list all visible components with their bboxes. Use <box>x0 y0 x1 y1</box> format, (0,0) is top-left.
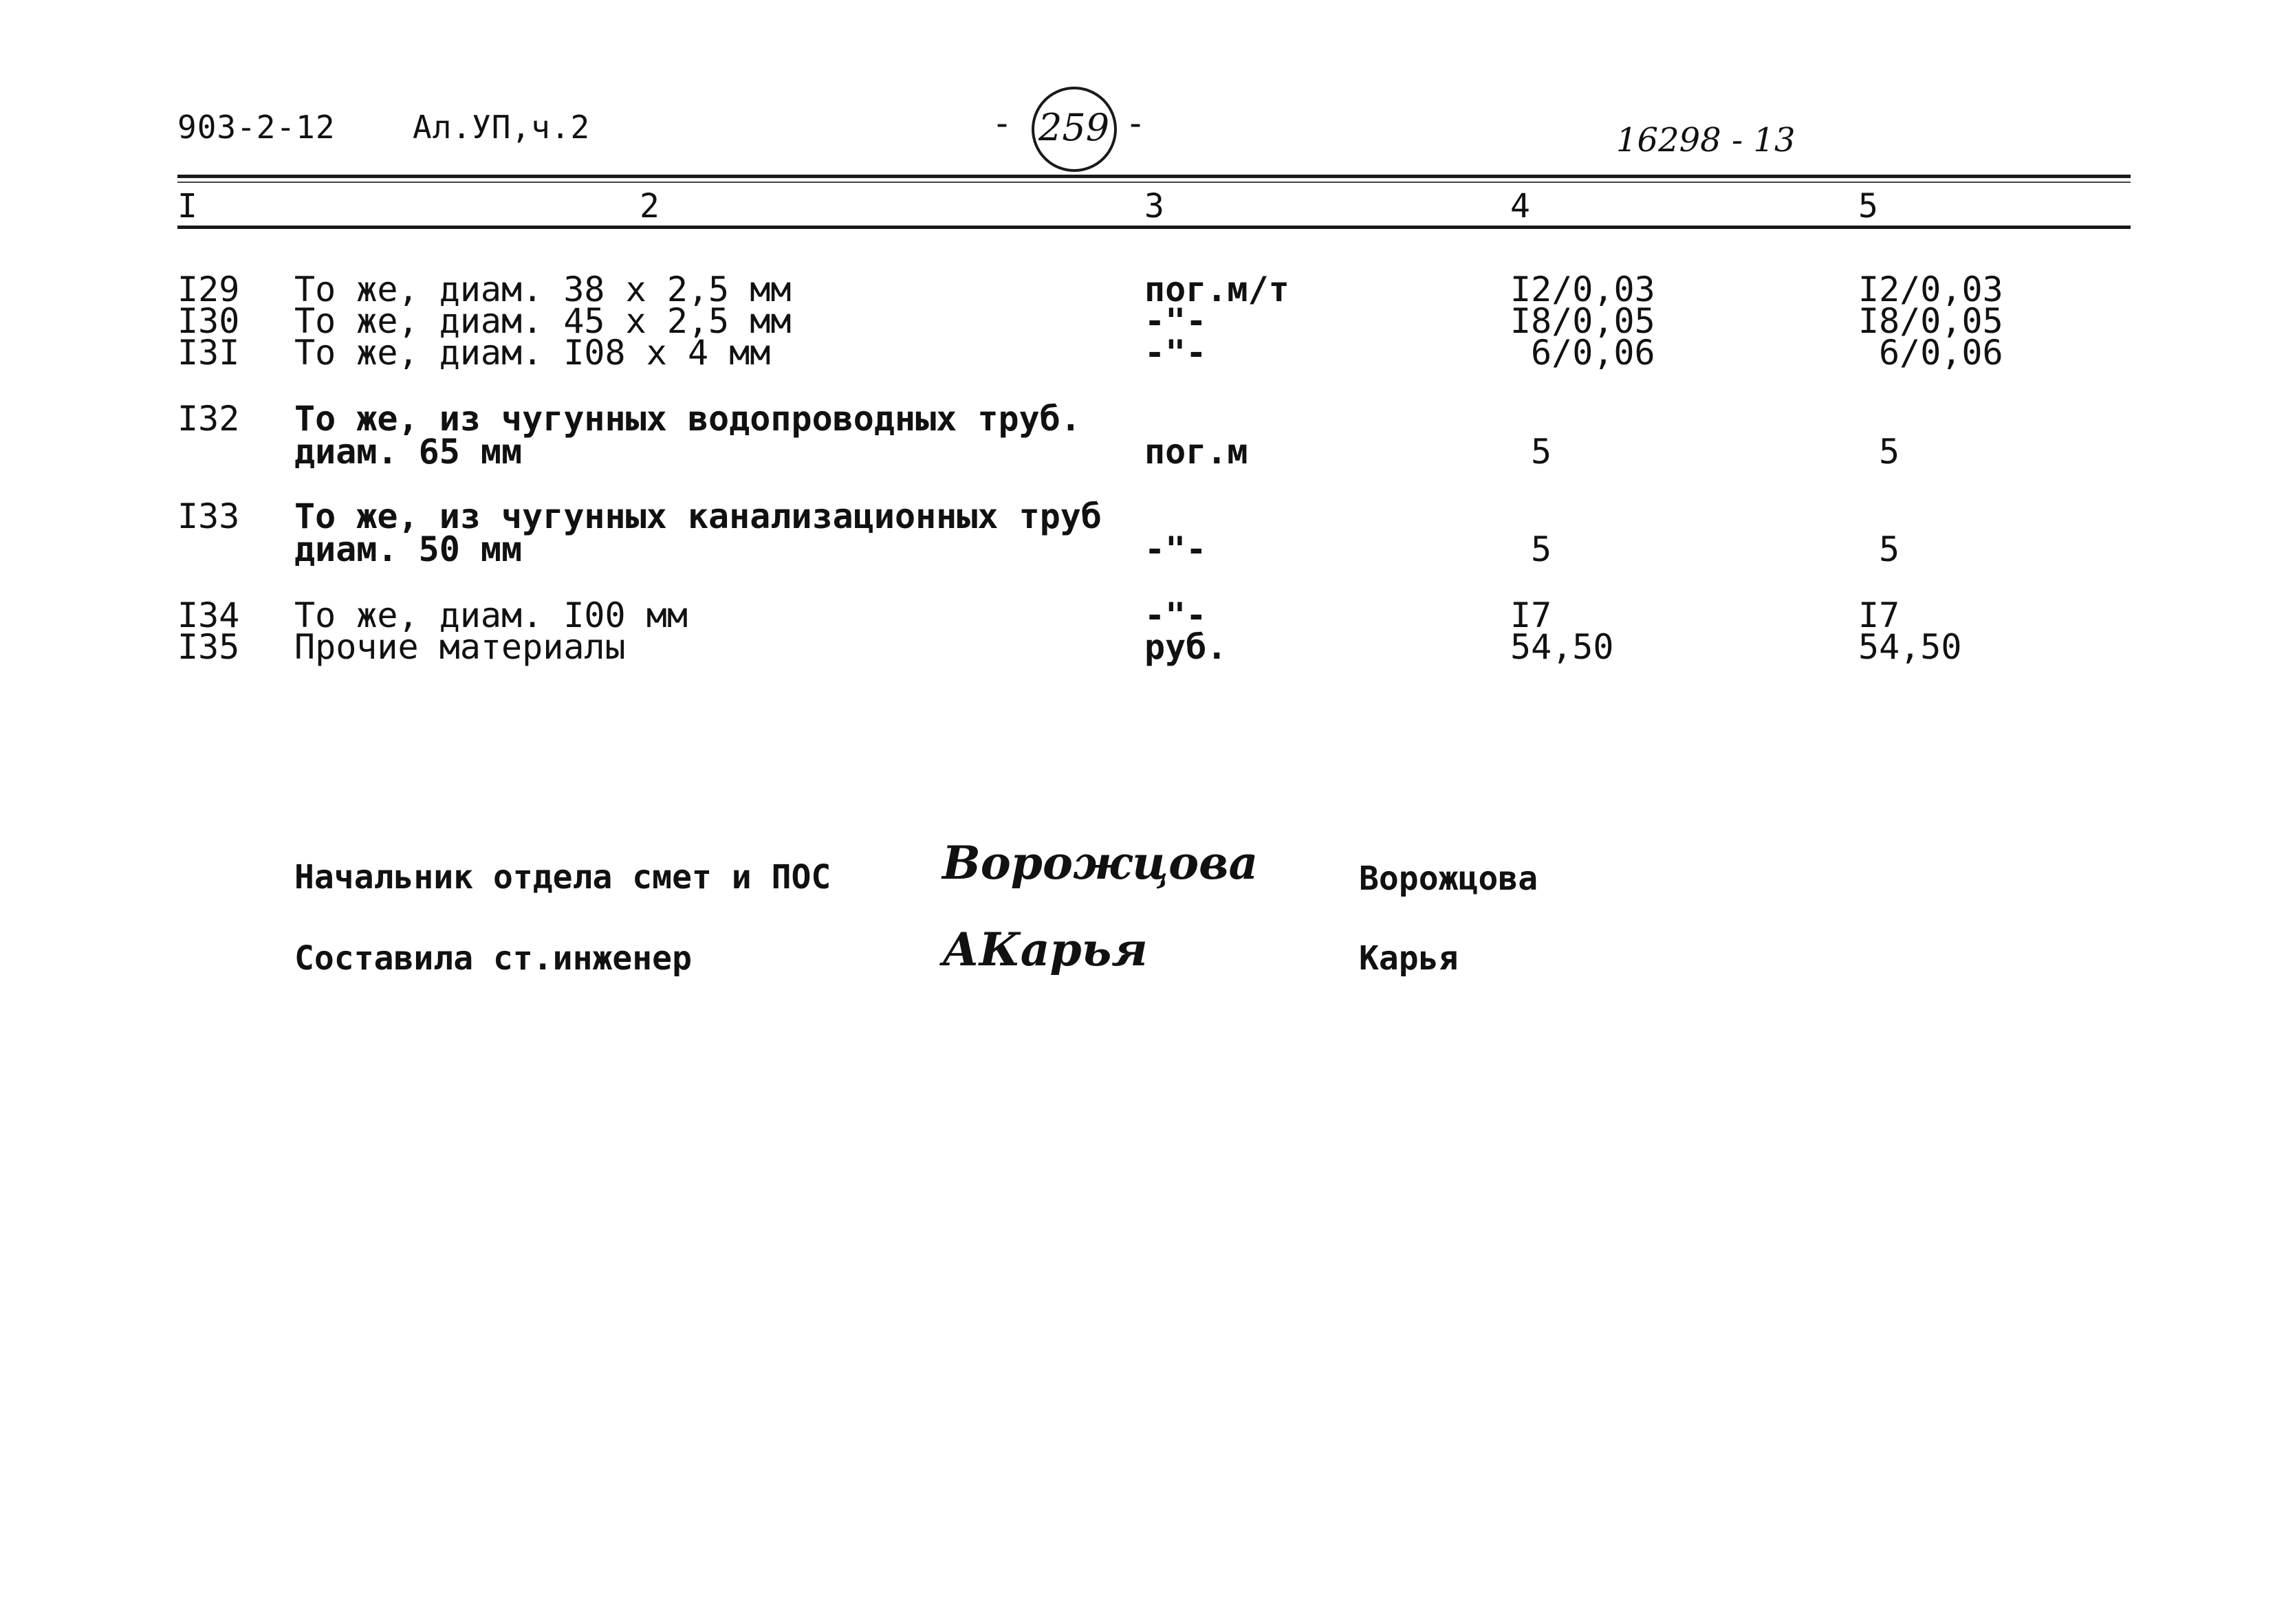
row-name-line1: То же, из чугунных канализационных труб <box>294 496 1102 536</box>
row-qty-col4: I2/0,03 <box>1510 270 1655 309</box>
signature-role: Начальник отдела смет и ПОС <box>294 858 831 897</box>
row-name-line2: диам. 65 мм <box>294 432 523 472</box>
row-unit: руб. <box>1144 627 1228 667</box>
table-top-rule-thin <box>177 182 2131 183</box>
row-qty-col4: 5 <box>1531 529 1552 569</box>
column-header-3: 3 <box>1144 187 1164 226</box>
row-qty-col4: 54,50 <box>1510 627 1614 667</box>
page-number: 259 <box>1038 106 1110 149</box>
row-name: Прочие материалы <box>294 627 626 667</box>
column-header-4: 4 <box>1510 187 1530 226</box>
row-number: I34 <box>177 595 240 635</box>
row-number: I35 <box>177 627 240 667</box>
row-qty-col4: 6/0,06 <box>1531 333 1655 373</box>
row-qty-col4: I8/0,05 <box>1510 301 1655 341</box>
row-name-line2: диам. 50 мм <box>294 529 523 569</box>
row-qty-col4: I7 <box>1510 595 1552 635</box>
row-unit: пог.м/т <box>1144 270 1289 309</box>
document-code: 903-2-12 <box>177 109 336 146</box>
row-name: То же, диам. 45 х 2,5 мм <box>294 301 792 341</box>
table-header-rule <box>177 226 2131 229</box>
row-name: То же, диам. I00 мм <box>294 595 688 635</box>
row-qty-col5: 6/0,06 <box>1879 333 2003 373</box>
page-dash-right: - <box>1125 103 1146 143</box>
row-number: I33 <box>177 496 240 536</box>
row-qty-col5: 5 <box>1879 432 1900 472</box>
handwritten-signature: Ворожцова <box>942 836 1259 890</box>
column-header-1: I <box>177 187 197 226</box>
row-unit: -"- <box>1144 529 1207 569</box>
row-unit: -"- <box>1144 595 1207 635</box>
row-number: I3I <box>177 333 240 373</box>
row-unit: пог.м <box>1144 432 1248 472</box>
row-number: I32 <box>177 399 240 439</box>
row-qty-col5: I7 <box>1858 595 1900 635</box>
row-unit: -"- <box>1144 301 1207 341</box>
inventory-number: 16298 - 13 <box>1616 121 1796 160</box>
signatory-name: Карья <box>1359 939 1459 978</box>
column-header-2: 2 <box>640 187 660 226</box>
row-qty-col5: I2/0,03 <box>1858 270 2003 309</box>
album-reference: Ал.УП,ч.2 <box>413 109 591 146</box>
handwritten-signature: АКарья <box>942 923 1148 976</box>
row-qty-col5: 5 <box>1879 529 1900 569</box>
column-header-5: 5 <box>1858 187 1878 226</box>
row-qty-col5: I8/0,05 <box>1858 301 2003 341</box>
row-number: I29 <box>177 270 240 309</box>
row-number: I30 <box>177 301 240 341</box>
row-qty-col5: 54,50 <box>1858 627 1962 667</box>
page-dash-left: - <box>992 103 1013 143</box>
row-unit: -"- <box>1144 333 1207 373</box>
row-name: То же, диам. I08 х 4 мм <box>294 333 771 373</box>
table-top-rule <box>177 175 2131 178</box>
signatory-name: Ворожцова <box>1359 859 1538 898</box>
row-name: То же, диам. 38 х 2,5 мм <box>294 270 792 309</box>
row-qty-col4: 5 <box>1531 432 1552 472</box>
row-name-line1: То же, из чугунных водопроводных труб. <box>294 399 1081 439</box>
signature-role: Составила ст.инженер <box>294 939 692 978</box>
